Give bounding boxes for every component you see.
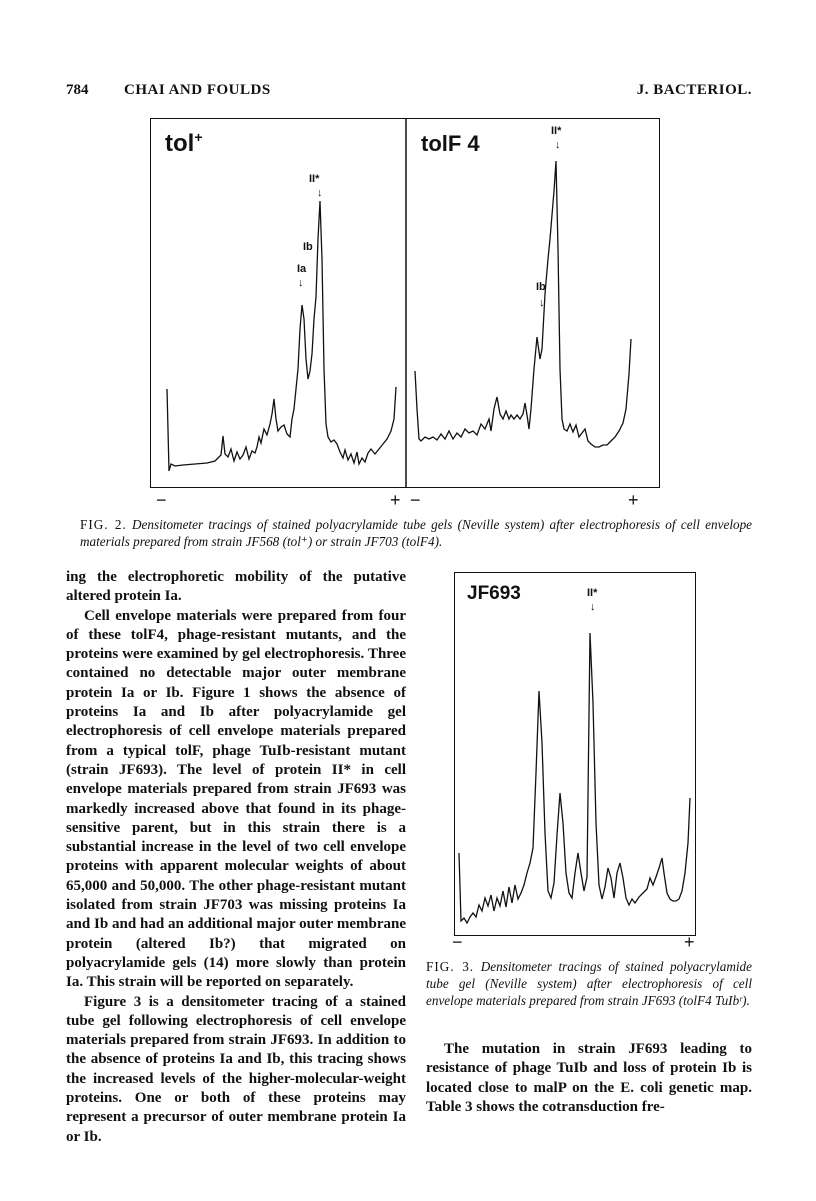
label-ia-left: Ia <box>297 263 307 275</box>
figure-2-caption <box>80 516 752 550</box>
right-column <box>426 1040 752 1117</box>
arrow-ii-star-left: ↓ <box>317 187 323 199</box>
left-column <box>66 568 406 1147</box>
running-authors: CHAI AND FOULDS <box>124 82 271 98</box>
tracing-jf693 <box>459 633 690 923</box>
paragraph-2: Cell envelope materials were prepared from four of these tolF4, phage-resistant mutants, and the proteins were examined by gel electrophoresis. Three contained no detectable major outer membrane protein Ia or Ib. Figure 1 shows the absence of proteins Ia and Ib after polyacrylamide gel electrophoresis of cell envelope materials prepared from a typical tolF, phage TuIb-resistant mutant (strain JF693). The level of protein II* in cell envelope materials prepared from strain JF693 was markedly increased above that found in its phage-sensitive parent, but in this strain there is a substantial increase in the level of two cell envelope proteins with apparent molecular weights of about 65,000 and 50,000. The other phage-resistant mutant isolated from strain JF703 was missing proteins Ia and Ib and had an additional major outer membrane protein (altered Ib?) that migrated on polyacrylamide gels (14) more slowly than protein Ia. This strain will be reported on separately. <box>66 607 406 991</box>
journal-name: J. BACTERIOL. <box>636 82 752 98</box>
panel-title-tol-plus: tol+ <box>165 129 203 157</box>
tracing-tolF4 <box>415 161 631 447</box>
arrow-ii-star-right: ↓ <box>555 139 561 151</box>
figure-3-caption-text: Densitometer tracings of stained polyacrylamide tube gel (Neville system) after electrophoresis of cell envelope materials prepared from strain JF693 (tolF4 TuIbʳ). <box>426 959 753 1008</box>
figure-3-caption <box>426 958 752 1009</box>
figure-2 <box>150 118 660 488</box>
fig2-axis-minus-left: − <box>156 490 167 510</box>
figure-2-label: FIG. 2. <box>80 517 127 532</box>
figure-3-tracing-svg <box>455 573 695 935</box>
fig2-axis-plus-left: + <box>390 490 401 510</box>
arrow-ia-left: ↓ <box>298 277 304 289</box>
figure-3 <box>454 572 696 936</box>
tracing-tol-plus <box>167 201 396 471</box>
running-header <box>66 82 752 106</box>
arrow-ii-star-fig3: ↓ <box>590 601 596 613</box>
label-ii-star-fig3: II* <box>587 587 598 599</box>
label-ib-left: Ib <box>303 241 313 253</box>
panel-title-tolF4: tolF 4 <box>421 131 480 156</box>
paragraph-1: ing the electrophoretic mobility of the putative altered protein Ia. <box>66 569 406 605</box>
fig3-axis-minus: − <box>452 932 463 952</box>
label-ii-star-left: II* <box>309 173 320 185</box>
fig3-axis-plus: + <box>684 932 695 952</box>
figure-2-caption-text: Densitometer tracings of stained polyacrylamide tube gels (Neville system) after electrophoresis of cell envelope materials prepared from strain JF568 (tol⁺) or strain JF703 (tolF4). <box>80 517 753 549</box>
paragraph-3: Figure 3 is a densitometer tracing of a stained tube gel following electrophoresis of cell envelope materials prepared from strain JF693. In addition to the absence of proteins Ia and Ib, this tracing shows the increased levels of the higher-molecular-weight proteins. One or both of these proteins may represent a precursor of outer membrane protein Ia or Ib. <box>66 993 406 1145</box>
figure-2-tracings <box>151 119 659 487</box>
fig2-axis-minus-right: − <box>410 490 421 510</box>
paragraph-right-1: The mutation in strain JF693 leading to resistance of phage TuIb and loss of protein Ib is located close to malP on the E. coli genetic map. Table 3 shows the cotransduction fre- <box>426 1041 752 1115</box>
figure-3-label: FIG. 3. <box>426 959 475 974</box>
label-ib-right: Ib <box>536 281 546 293</box>
label-ii-star-right: II* <box>551 125 562 137</box>
panel-title-jf693: JF693 <box>467 583 521 604</box>
arrow-ib-right: ↓ <box>539 297 545 309</box>
page-number: 784 <box>66 82 89 98</box>
fig2-axis-plus-right: + <box>628 490 639 510</box>
